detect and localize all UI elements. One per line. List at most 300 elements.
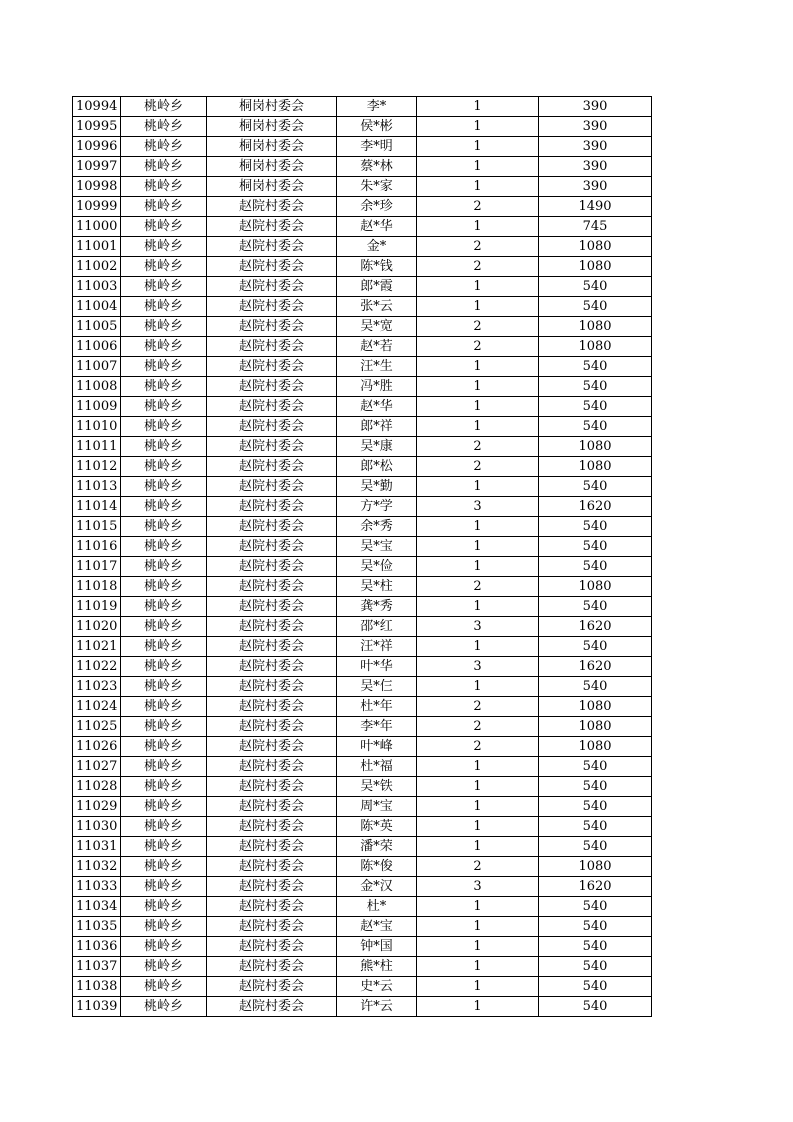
village-committee-cell: 赵院村委会: [207, 977, 337, 997]
row-id-cell: 11034: [73, 897, 121, 917]
name-cell: 叶*峰: [337, 737, 417, 757]
amount-cell: 390: [539, 137, 652, 157]
name-cell: 赵*华: [337, 397, 417, 417]
row-id-cell: 11007: [73, 357, 121, 377]
township-cell: 桃岭乡: [121, 677, 207, 697]
row-id-cell: 11039: [73, 997, 121, 1017]
row-id-cell: 11004: [73, 297, 121, 317]
table-row: [73, 797, 652, 817]
table-row: [73, 337, 652, 357]
row-id-cell: 11009: [73, 397, 121, 417]
count-cell: 1: [417, 97, 539, 117]
amount-cell: 540: [539, 637, 652, 657]
row-id-cell: 11014: [73, 497, 121, 517]
count-cell: 1: [417, 797, 539, 817]
township-cell: 桃岭乡: [121, 517, 207, 537]
table-row: [73, 737, 652, 757]
amount-cell: 540: [539, 477, 652, 497]
township-cell: 桃岭乡: [121, 117, 207, 137]
township-cell: 桃岭乡: [121, 777, 207, 797]
amount-cell: 540: [539, 757, 652, 777]
count-cell: 1: [417, 997, 539, 1017]
count-cell: 1: [417, 957, 539, 977]
township-cell: 桃岭乡: [121, 897, 207, 917]
count-cell: 2: [417, 237, 539, 257]
name-cell: 汪*祥: [337, 637, 417, 657]
amount-cell: 1080: [539, 857, 652, 877]
table-row: [73, 237, 652, 257]
village-committee-cell: 赵院村委会: [207, 957, 337, 977]
row-id-cell: 11005: [73, 317, 121, 337]
township-cell: 桃岭乡: [121, 877, 207, 897]
village-committee-cell: 赵院村委会: [207, 517, 337, 537]
amount-cell: 540: [539, 837, 652, 857]
name-cell: 钟*国: [337, 937, 417, 957]
name-cell: 朱*家: [337, 177, 417, 197]
township-cell: 桃岭乡: [121, 617, 207, 637]
count-cell: 1: [417, 277, 539, 297]
township-cell: 桃岭乡: [121, 277, 207, 297]
village-committee-cell: 赵院村委会: [207, 437, 337, 457]
amount-cell: 540: [539, 357, 652, 377]
township-cell: 桃岭乡: [121, 737, 207, 757]
name-cell: 潘*荣: [337, 837, 417, 857]
village-committee-cell: 赵院村委会: [207, 657, 337, 677]
amount-cell: 390: [539, 97, 652, 117]
name-cell: 赵*宝: [337, 917, 417, 937]
count-cell: 2: [417, 337, 539, 357]
township-cell: 桃岭乡: [121, 537, 207, 557]
name-cell: 吴*勤: [337, 477, 417, 497]
township-cell: 桃岭乡: [121, 757, 207, 777]
township-cell: 桃岭乡: [121, 977, 207, 997]
amount-cell: 540: [539, 397, 652, 417]
township-cell: 桃岭乡: [121, 637, 207, 657]
name-cell: 龚*秀: [337, 597, 417, 617]
table-row: [73, 497, 652, 517]
table-row: [73, 117, 652, 137]
row-id-cell: 11008: [73, 377, 121, 397]
row-id-cell: 11003: [73, 277, 121, 297]
name-cell: 吴*宽: [337, 317, 417, 337]
count-cell: 1: [417, 637, 539, 657]
village-committee-cell: 赵院村委会: [207, 277, 337, 297]
name-cell: 蔡*林: [337, 157, 417, 177]
village-committee-cell: 桐岗村委会: [207, 157, 337, 177]
township-cell: 桃岭乡: [121, 237, 207, 257]
count-cell: 1: [417, 217, 539, 237]
amount-cell: 540: [539, 917, 652, 937]
name-cell: 金*: [337, 237, 417, 257]
table-row: [73, 817, 652, 837]
table-row: [73, 257, 652, 277]
township-cell: 桃岭乡: [121, 157, 207, 177]
amount-cell: 1080: [539, 577, 652, 597]
village-committee-cell: 赵院村委会: [207, 877, 337, 897]
township-cell: 桃岭乡: [121, 497, 207, 517]
township-cell: 桃岭乡: [121, 397, 207, 417]
township-cell: 桃岭乡: [121, 917, 207, 937]
row-id-cell: 11022: [73, 657, 121, 677]
row-id-cell: 11016: [73, 537, 121, 557]
village-committee-cell: 赵院村委会: [207, 197, 337, 217]
table-row: [73, 597, 652, 617]
amount-cell: 540: [539, 517, 652, 537]
village-committee-cell: 赵院村委会: [207, 597, 337, 617]
row-id-cell: 11029: [73, 797, 121, 817]
amount-cell: 540: [539, 297, 652, 317]
count-cell: 3: [417, 497, 539, 517]
name-cell: 陈*俊: [337, 857, 417, 877]
township-cell: 桃岭乡: [121, 837, 207, 857]
count-cell: 1: [417, 297, 539, 317]
table-row: [73, 457, 652, 477]
row-id-cell: 10998: [73, 177, 121, 197]
row-id-cell: 11026: [73, 737, 121, 757]
count-cell: 1: [417, 597, 539, 617]
table-row: [73, 977, 652, 997]
table-row: [73, 277, 652, 297]
village-committee-cell: 赵院村委会: [207, 737, 337, 757]
township-cell: 桃岭乡: [121, 417, 207, 437]
name-cell: 李*年: [337, 717, 417, 737]
amount-cell: 540: [539, 417, 652, 437]
table-row: [73, 437, 652, 457]
row-id-cell: 11011: [73, 437, 121, 457]
table-row: [73, 537, 652, 557]
name-cell: 杜*福: [337, 757, 417, 777]
village-committee-cell: 赵院村委会: [207, 257, 337, 277]
village-committee-cell: 赵院村委会: [207, 937, 337, 957]
count-cell: 3: [417, 657, 539, 677]
table-row: [73, 917, 652, 937]
amount-cell: 1080: [539, 717, 652, 737]
count-cell: 1: [417, 357, 539, 377]
row-id-cell: 10996: [73, 137, 121, 157]
count-cell: 1: [417, 377, 539, 397]
name-cell: 吴*铁: [337, 777, 417, 797]
name-cell: 陈*钱: [337, 257, 417, 277]
row-id-cell: 11033: [73, 877, 121, 897]
township-cell: 桃岭乡: [121, 317, 207, 337]
row-id-cell: 11038: [73, 977, 121, 997]
village-committee-cell: 赵院村委会: [207, 577, 337, 597]
amount-cell: 540: [539, 277, 652, 297]
row-id-cell: 10994: [73, 97, 121, 117]
count-cell: 1: [417, 537, 539, 557]
count-cell: 2: [417, 857, 539, 877]
village-committee-cell: 赵院村委会: [207, 417, 337, 437]
name-cell: 邵*红: [337, 617, 417, 637]
village-committee-cell: 赵院村委会: [207, 397, 337, 417]
table-row: [73, 417, 652, 437]
village-committee-cell: 赵院村委会: [207, 357, 337, 377]
amount-cell: 1080: [539, 257, 652, 277]
township-cell: 桃岭乡: [121, 377, 207, 397]
name-cell: 李*明: [337, 137, 417, 157]
row-id-cell: 11018: [73, 577, 121, 597]
village-committee-cell: 赵院村委会: [207, 677, 337, 697]
count-cell: 2: [417, 697, 539, 717]
table-row: [73, 557, 652, 577]
township-cell: 桃岭乡: [121, 437, 207, 457]
township-cell: 桃岭乡: [121, 957, 207, 977]
township-cell: 桃岭乡: [121, 97, 207, 117]
amount-cell: 1620: [539, 877, 652, 897]
amount-cell: 1620: [539, 497, 652, 517]
table-body: [73, 97, 652, 1017]
village-committee-cell: 赵院村委会: [207, 557, 337, 577]
village-committee-cell: 赵院村委会: [207, 777, 337, 797]
township-cell: 桃岭乡: [121, 457, 207, 477]
township-cell: 桃岭乡: [121, 177, 207, 197]
row-id-cell: 11010: [73, 417, 121, 437]
name-cell: 郎*霞: [337, 277, 417, 297]
village-committee-cell: 赵院村委会: [207, 337, 337, 357]
table-row: [73, 837, 652, 857]
village-committee-cell: 赵院村委会: [207, 617, 337, 637]
row-id-cell: 10995: [73, 117, 121, 137]
count-cell: 2: [417, 257, 539, 277]
village-committee-cell: 赵院村委会: [207, 697, 337, 717]
village-committee-cell: 赵院村委会: [207, 377, 337, 397]
amount-cell: 540: [539, 957, 652, 977]
count-cell: 1: [417, 397, 539, 417]
row-id-cell: 11032: [73, 857, 121, 877]
name-cell: 杜*: [337, 897, 417, 917]
name-cell: 张*云: [337, 297, 417, 317]
name-cell: 余*秀: [337, 517, 417, 537]
township-cell: 桃岭乡: [121, 597, 207, 617]
row-id-cell: 11031: [73, 837, 121, 857]
amount-cell: 1080: [539, 437, 652, 457]
village-committee-cell: 赵院村委会: [207, 897, 337, 917]
name-cell: 史*云: [337, 977, 417, 997]
count-cell: 1: [417, 417, 539, 437]
table-row: [73, 317, 652, 337]
village-committee-cell: 赵院村委会: [207, 917, 337, 937]
township-cell: 桃岭乡: [121, 697, 207, 717]
row-id-cell: 11012: [73, 457, 121, 477]
name-cell: 李*: [337, 97, 417, 117]
table-row: [73, 657, 652, 677]
row-id-cell: 11013: [73, 477, 121, 497]
amount-cell: 540: [539, 797, 652, 817]
table-row: [73, 897, 652, 917]
village-committee-cell: 桐岗村委会: [207, 137, 337, 157]
row-id-cell: 11025: [73, 717, 121, 737]
amount-cell: 540: [539, 777, 652, 797]
count-cell: 2: [417, 437, 539, 457]
row-id-cell: 11015: [73, 517, 121, 537]
amount-cell: 540: [539, 997, 652, 1017]
amount-cell: 390: [539, 117, 652, 137]
count-cell: 1: [417, 777, 539, 797]
name-cell: 许*云: [337, 997, 417, 1017]
village-committee-cell: 赵院村委会: [207, 457, 337, 477]
village-committee-cell: 赵院村委会: [207, 717, 337, 737]
table-row: [73, 677, 652, 697]
table-row: [73, 877, 652, 897]
amount-cell: 1080: [539, 457, 652, 477]
table-row: [73, 177, 652, 197]
name-cell: 周*宝: [337, 797, 417, 817]
name-cell: 陈*英: [337, 817, 417, 837]
township-cell: 桃岭乡: [121, 557, 207, 577]
village-committee-cell: 赵院村委会: [207, 497, 337, 517]
count-cell: 1: [417, 117, 539, 137]
name-cell: 汪*生: [337, 357, 417, 377]
township-cell: 桃岭乡: [121, 257, 207, 277]
row-id-cell: 11023: [73, 677, 121, 697]
amount-cell: 1080: [539, 697, 652, 717]
village-committee-cell: 赵院村委会: [207, 857, 337, 877]
name-cell: 吴*宝: [337, 537, 417, 557]
name-cell: 吴*仨: [337, 677, 417, 697]
count-cell: 1: [417, 897, 539, 917]
township-cell: 桃岭乡: [121, 937, 207, 957]
table-row: [73, 957, 652, 977]
name-cell: 赵*若: [337, 337, 417, 357]
township-cell: 桃岭乡: [121, 337, 207, 357]
table-row: [73, 717, 652, 737]
row-id-cell: 11019: [73, 597, 121, 617]
name-cell: 余*珍: [337, 197, 417, 217]
amount-cell: 540: [539, 537, 652, 557]
village-committee-cell: 赵院村委会: [207, 477, 337, 497]
township-cell: 桃岭乡: [121, 717, 207, 737]
amount-cell: 1080: [539, 237, 652, 257]
amount-cell: 745: [539, 217, 652, 237]
name-cell: 杜*年: [337, 697, 417, 717]
row-id-cell: 11024: [73, 697, 121, 717]
table-row: [73, 377, 652, 397]
amount-cell: 540: [539, 897, 652, 917]
township-cell: 桃岭乡: [121, 997, 207, 1017]
table-row: [73, 937, 652, 957]
table-row: [73, 357, 652, 377]
count-cell: 1: [417, 837, 539, 857]
amount-cell: 1490: [539, 197, 652, 217]
village-committee-cell: 赵院村委会: [207, 757, 337, 777]
amount-cell: 540: [539, 817, 652, 837]
amount-cell: 540: [539, 977, 652, 997]
amount-cell: 390: [539, 177, 652, 197]
township-cell: 桃岭乡: [121, 217, 207, 237]
village-committee-cell: 赵院村委会: [207, 637, 337, 657]
amount-cell: 1620: [539, 657, 652, 677]
village-committee-cell: 赵院村委会: [207, 837, 337, 857]
township-cell: 桃岭乡: [121, 477, 207, 497]
name-cell: 熊*柱: [337, 957, 417, 977]
row-id-cell: 10997: [73, 157, 121, 177]
table-row: [73, 757, 652, 777]
village-committee-cell: 赵院村委会: [207, 997, 337, 1017]
village-committee-cell: 赵院村委会: [207, 217, 337, 237]
township-cell: 桃岭乡: [121, 137, 207, 157]
amount-cell: 1080: [539, 317, 652, 337]
count-cell: 1: [417, 517, 539, 537]
count-cell: 1: [417, 177, 539, 197]
count-cell: 1: [417, 757, 539, 777]
row-id-cell: 11037: [73, 957, 121, 977]
name-cell: 郎*松: [337, 457, 417, 477]
table-row: [73, 157, 652, 177]
table-row: [73, 777, 652, 797]
township-cell: 桃岭乡: [121, 797, 207, 817]
table-row: [73, 197, 652, 217]
table-row: [73, 297, 652, 317]
count-cell: 2: [417, 457, 539, 477]
count-cell: 2: [417, 737, 539, 757]
table-row: [73, 997, 652, 1017]
table-row: [73, 617, 652, 637]
table-row: [73, 577, 652, 597]
name-cell: 赵*华: [337, 217, 417, 237]
village-committee-cell: 赵院村委会: [207, 237, 337, 257]
count-cell: 1: [417, 917, 539, 937]
row-id-cell: 10999: [73, 197, 121, 217]
amount-cell: 540: [539, 557, 652, 577]
table-row: [73, 857, 652, 877]
name-cell: 方*学: [337, 497, 417, 517]
name-cell: 吴*康: [337, 437, 417, 457]
count-cell: 1: [417, 157, 539, 177]
name-cell: 吴*俭: [337, 557, 417, 577]
village-committee-cell: 桐岗村委会: [207, 97, 337, 117]
township-cell: 桃岭乡: [121, 297, 207, 317]
row-id-cell: 11020: [73, 617, 121, 637]
township-cell: 桃岭乡: [121, 657, 207, 677]
village-committee-cell: 赵院村委会: [207, 297, 337, 317]
row-id-cell: 11017: [73, 557, 121, 577]
amount-cell: 540: [539, 937, 652, 957]
data-table: [72, 96, 652, 1017]
village-committee-cell: 桐岗村委会: [207, 117, 337, 137]
count-cell: 2: [417, 317, 539, 337]
count-cell: 1: [417, 137, 539, 157]
amount-cell: 540: [539, 597, 652, 617]
township-cell: 桃岭乡: [121, 577, 207, 597]
village-committee-cell: 赵院村委会: [207, 797, 337, 817]
amount-cell: 540: [539, 677, 652, 697]
name-cell: 叶*华: [337, 657, 417, 677]
amount-cell: 1080: [539, 337, 652, 357]
name-cell: 金*汉: [337, 877, 417, 897]
village-committee-cell: 赵院村委会: [207, 317, 337, 337]
count-cell: 3: [417, 617, 539, 637]
count-cell: 2: [417, 717, 539, 737]
row-id-cell: 11036: [73, 937, 121, 957]
table-row: [73, 217, 652, 237]
row-id-cell: 11028: [73, 777, 121, 797]
count-cell: 2: [417, 577, 539, 597]
village-committee-cell: 桐岗村委会: [207, 177, 337, 197]
table-row: [73, 397, 652, 417]
row-id-cell: 11000: [73, 217, 121, 237]
row-id-cell: 11030: [73, 817, 121, 837]
name-cell: 侯*彬: [337, 117, 417, 137]
row-id-cell: 11021: [73, 637, 121, 657]
table-row: [73, 477, 652, 497]
township-cell: 桃岭乡: [121, 197, 207, 217]
township-cell: 桃岭乡: [121, 817, 207, 837]
table-row: [73, 517, 652, 537]
count-cell: 1: [417, 817, 539, 837]
table-row: [73, 637, 652, 657]
table-row: [73, 137, 652, 157]
row-id-cell: 11001: [73, 237, 121, 257]
